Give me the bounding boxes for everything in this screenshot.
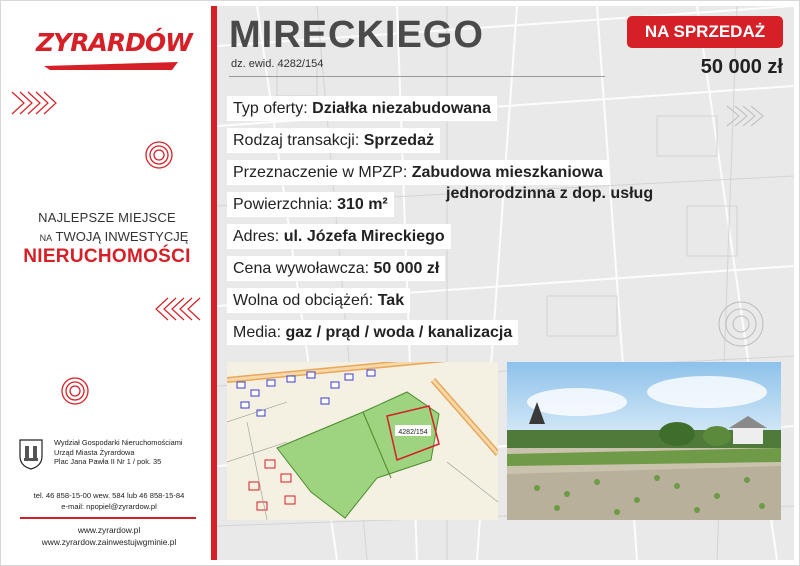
website-links (14, 524, 204, 548)
phone-text: tel. 46 858-15-00 wew. 584 lub 46 858-15-84 (33, 491, 185, 500)
for-sale-badge: NA SPRZEDAŻ (627, 16, 783, 48)
detail-label: Cena wywoławcza: (233, 260, 370, 277)
detail-value: 50 000 zł (373, 260, 440, 277)
price-headline: 50 000 zł (700, 56, 783, 78)
detail-label: Wolna od obciążeń: (233, 292, 374, 309)
city-crest-icon (18, 438, 44, 470)
logo-text: ZYRARDÓW (36, 28, 192, 57)
detail-row-encumbrance (227, 288, 410, 313)
chevrons-left-icon (154, 296, 206, 322)
website-link[interactable]: www.zyrardow.zainwestujwgminie.pl (41, 537, 177, 547)
parcel-map-image (227, 362, 498, 520)
chevrons-right-icon (10, 90, 66, 116)
detail-row-mpzp (227, 160, 609, 185)
detail-row-offer-type (227, 96, 497, 121)
slogan-line2-text: TWOJĄ INWESTYCJĘ (55, 229, 189, 244)
detail-label: Rodzaj transakcji: (233, 132, 360, 149)
detail-label: Adres: (233, 228, 280, 245)
detail-value: Działka niezabudowana (312, 100, 491, 117)
zyrardow-logo (36, 26, 192, 76)
site-photo-drawing (507, 362, 781, 520)
detail-row-area (227, 192, 394, 217)
right-panel (217, 6, 794, 560)
parcel-number: dz. ewid. 4282/154 (231, 58, 324, 70)
detail-value: gaz / prąd / woda / kanalizacja (285, 324, 513, 341)
detail-value: ul. Józefa Mireckiego (283, 228, 445, 245)
detail-value: Sprzedaż (363, 132, 434, 149)
slogan-line3: NIERUCHOMOŚCI (23, 246, 191, 267)
left-panel (6, 6, 208, 560)
slogan-line2-prefix: NA (39, 233, 53, 243)
title-underline (229, 76, 605, 77)
detail-label: Typ oferty: (233, 100, 308, 117)
detail-label: Media: (233, 324, 282, 341)
site-photo (507, 362, 781, 520)
detail-row-transaction (227, 128, 440, 153)
detail-row-address (227, 224, 451, 249)
target-icon (60, 376, 90, 406)
detail-value: 310 m² (337, 196, 388, 213)
website-link[interactable]: www.zyrardow.pl (77, 525, 141, 535)
detail-value: Zabudowa mieszkaniowa (411, 164, 603, 181)
slogan-line2 (6, 229, 208, 244)
slogan (6, 210, 208, 268)
office-line: Plac Jana Pawła II Nr 1 / pok. 35 (54, 457, 162, 466)
detail-row-price (227, 256, 445, 281)
detail-row-utilities (227, 320, 518, 345)
slogan-line1: NAJLEPSZE MIEJSCE (38, 210, 176, 225)
detail-value-continued: jednorodzinna z dop. usług (446, 185, 654, 202)
logo-swoosh-icon (42, 60, 180, 72)
target-icon (144, 140, 174, 170)
page-title: MIRECKIEGO (229, 14, 484, 56)
office-line: Urząd Miasta Żyrardowa (54, 447, 135, 457)
contact-info (14, 490, 204, 512)
email-link[interactable]: e-mail: npopiel@zyrardow.pl (61, 502, 157, 511)
office-line: Wydział Gospodarki Nieruchomościami (54, 438, 183, 447)
parcel-map-label: 4282/154 (398, 429, 428, 436)
office-address (54, 438, 204, 467)
divider-line (20, 517, 196, 519)
parcel-map-drawing (227, 362, 498, 520)
detail-label: Powierzchnia: (233, 196, 333, 213)
detail-label: Przeznaczenie w MPZP: (233, 164, 408, 181)
detail-value: Tak (377, 292, 405, 309)
